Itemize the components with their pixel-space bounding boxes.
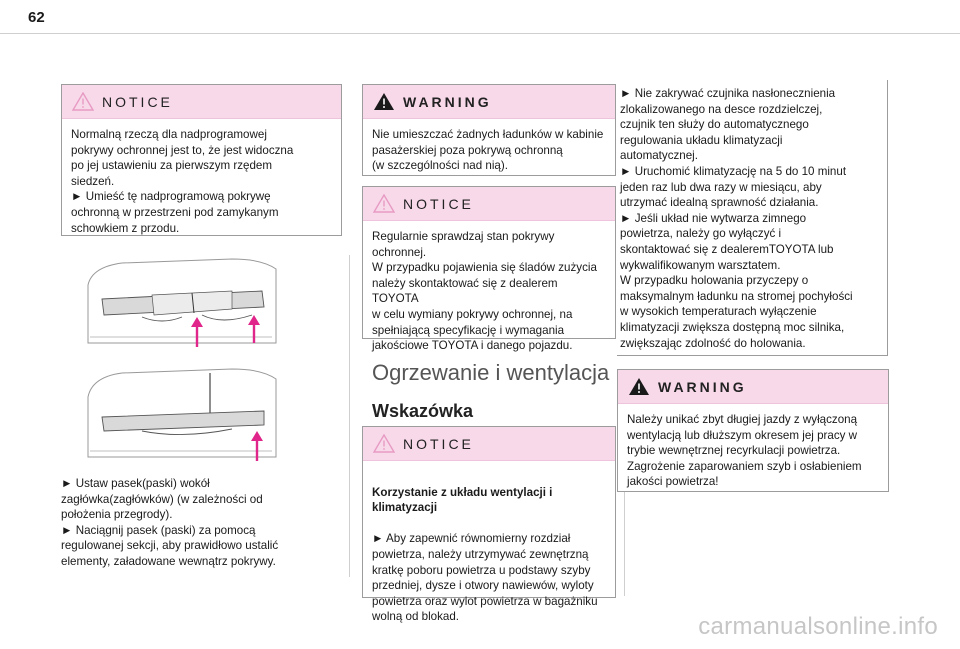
warning-text: Nie umieszczać żadnych ładunków w kabinie pasażerskiej poza pokrywą ochronną (w szczególności nad nią). [372, 128, 604, 173]
warning-text: Należy unikać zbyt długiej jazdy z wyłączoną wentylacją lub dłuższym okresem jej pracy w trybie wewnętrznej recyrkulacji powietrza. Zagrożenie zaparowaniem szyb i osłabieniem jakości powietrza! [627, 413, 862, 489]
column-divider-1 [349, 255, 350, 577]
notice-header [363, 187, 615, 221]
climate-tips-text: ► Nie zakrywać czujnika nasłonecznienia zlokalizowanego na desce rozdzielczej, czujnik ten służy do automatycznego regulowania układu klimatyzacji automatycznej. ► Uruchomić klimatyzację na 5 do 10 minut jeden raz lub dwa razy w miesiącu, aby utrzymać idealną sprawność działania. ► Jeśli układ nie wytwarza zimnego powietrza, należy go wyłączyć i skontaktować się z dealeremTOYOTA lub wykwalifikowanym warsztatem. W przypadku holowania przyczepy o maksymalnym ładunku na stromej pochyłości w wysokich temperaturach wyłączenie klimatyzacji zwiększa dostępną moc silnika, zwiększając zdolność do holowania. [620, 87, 853, 350]
warning-header [618, 370, 888, 404]
notice-box-cover [61, 84, 342, 236]
section-subtitle: Wskazówka [372, 401, 474, 421]
top-rule [0, 33, 960, 34]
notice-title: NOTICE [403, 435, 474, 452]
notice-header [363, 427, 615, 461]
notice-triangle-icon [373, 434, 395, 453]
notice-box-inspection [362, 186, 616, 353]
climate-tips-box [617, 80, 888, 356]
notice-subheading: Korzystanie z układu wentylacji i klimatyzacji [372, 485, 553, 515]
warning-title: WARNING [403, 93, 492, 110]
cover-illustration-1 [82, 255, 282, 355]
instruction-caption: ► Ustaw pasek(paski) wokół zagłówka(zagłówków) (w zależności od położenia przegrody). ► Naciągnij pasek (paski) za pomocą regulowanej sekcji, aby prawidłowo ustalić elementy, załadowane wewnątrz pokrywy. [61, 477, 279, 568]
warning-box-recirculation [617, 369, 889, 492]
notice-triangle-icon [373, 194, 395, 213]
page-number: 62 [28, 9, 45, 26]
notice-box-ventilation [362, 426, 616, 624]
warning-triangle-icon [628, 377, 650, 396]
notice-title: NOTICE [102, 93, 173, 110]
notice-text: ► Aby zapewnić równomierny rozdział powietrza, należy utrzymywać zewnętrzną kratkę poboru powietrza u podstawy szyby przedniej, dysze i otwory nawiewów, wyloty powietrza oraz wylot powietrza w bagażniku wolną od blokad. [372, 532, 598, 624]
notice-title: NOTICE [403, 195, 474, 212]
warning-header [363, 85, 615, 119]
section-title: Ogrzewanie i wentylacja [372, 360, 610, 385]
warning-box-cabin [362, 84, 616, 176]
notice-body [363, 461, 615, 625]
notice-text: Normalną rzeczą dla nadprogramowej pokrywy ochronnej jest to, że jest widoczna po jej ustawieniu za pierwszym rzędem siedzeń. ► Umieść tę nadprogramową pokrywę ochronną w przestrzeni pod zamykanym schowkiem z przodu. [71, 128, 294, 235]
notice-header [62, 85, 341, 119]
watermark: carmanualsonline.info [698, 613, 938, 640]
cover-illustration-2 [82, 365, 282, 465]
warning-triangle-icon [373, 92, 395, 111]
warning-title: WARNING [658, 378, 747, 395]
notice-text: Regularnie sprawdzaj stan pokrywy ochronnej. W przypadku pojawienia się śladów zużycia należy skontaktować się z dealerem TOYOTA w celu wymiany pokrywy ochronnej, na spełniającą specyfikację i wymagania jakościowe TOYOTA i danego pojazdu. [372, 230, 597, 353]
notice-triangle-icon [72, 92, 94, 111]
